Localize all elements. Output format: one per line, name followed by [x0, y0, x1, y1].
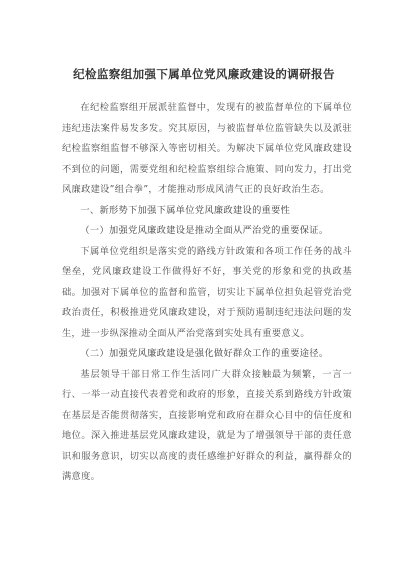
paragraph-intro: 在纪检监察组开展派驻监督中，发现有的被监督单位的下属单位违纪违法案件易发多发。究其原因，与被监督单位监管缺失以及派驻纪检监察组监督不够深入等密切相关。为解决下属单位党风廉政建设不到位的问题，需要党组和纪检监察组综合施策、同向发力，打出党风廉政建设”组合拳”，才能推动形成风清气正的良好政治生态。	[62, 102, 352, 195]
section-heading-1: 一、新形势下加强下属单位党风廉政建设的重要性	[80, 204, 291, 216]
subsection-heading-2: （二）加强党风廉政建设是强化做好群众工作的重要途径。	[80, 348, 329, 359]
document-title: 纪检监察组加强下属单位党风廉政建设的调研报告	[73, 67, 335, 81]
paragraph-section-2: 基层领导干部日常工作生活同广大群众接触最为频繁，一言一行、一举一动直接代表着党和政府的形象，直接关系到路线方针政策在基层是否能贯彻落实，直接影响党和政府在群众心目中的信任度和地位。深入推进基层党风廉政建设，就是为了增强领导干部的责任意识和服务意识，切实以高度的责任感维护好群众的利益，赢得群众的满意度。	[62, 368, 352, 482]
document-body	[62, 98, 352, 488]
paragraph-section-1: 下属单位党组织是落实党的路线方针政策和各项工作任务的战斗堡垒，党风廉政建设工作做得好不好，事关党的形象和党的执政基础。加强对下属单位的监督和监管，切实让下属单位担负起管党治党政治责任，积极推进党风廉政建设，对于预防遏制违纪违法问题的发生，进一步纵深推动全面从严治党落到实处具有重要意义。	[62, 245, 352, 339]
subsection-heading-1: （一）加强党风廉政建设是推动全面从严治党的重要保证。	[80, 225, 329, 236]
